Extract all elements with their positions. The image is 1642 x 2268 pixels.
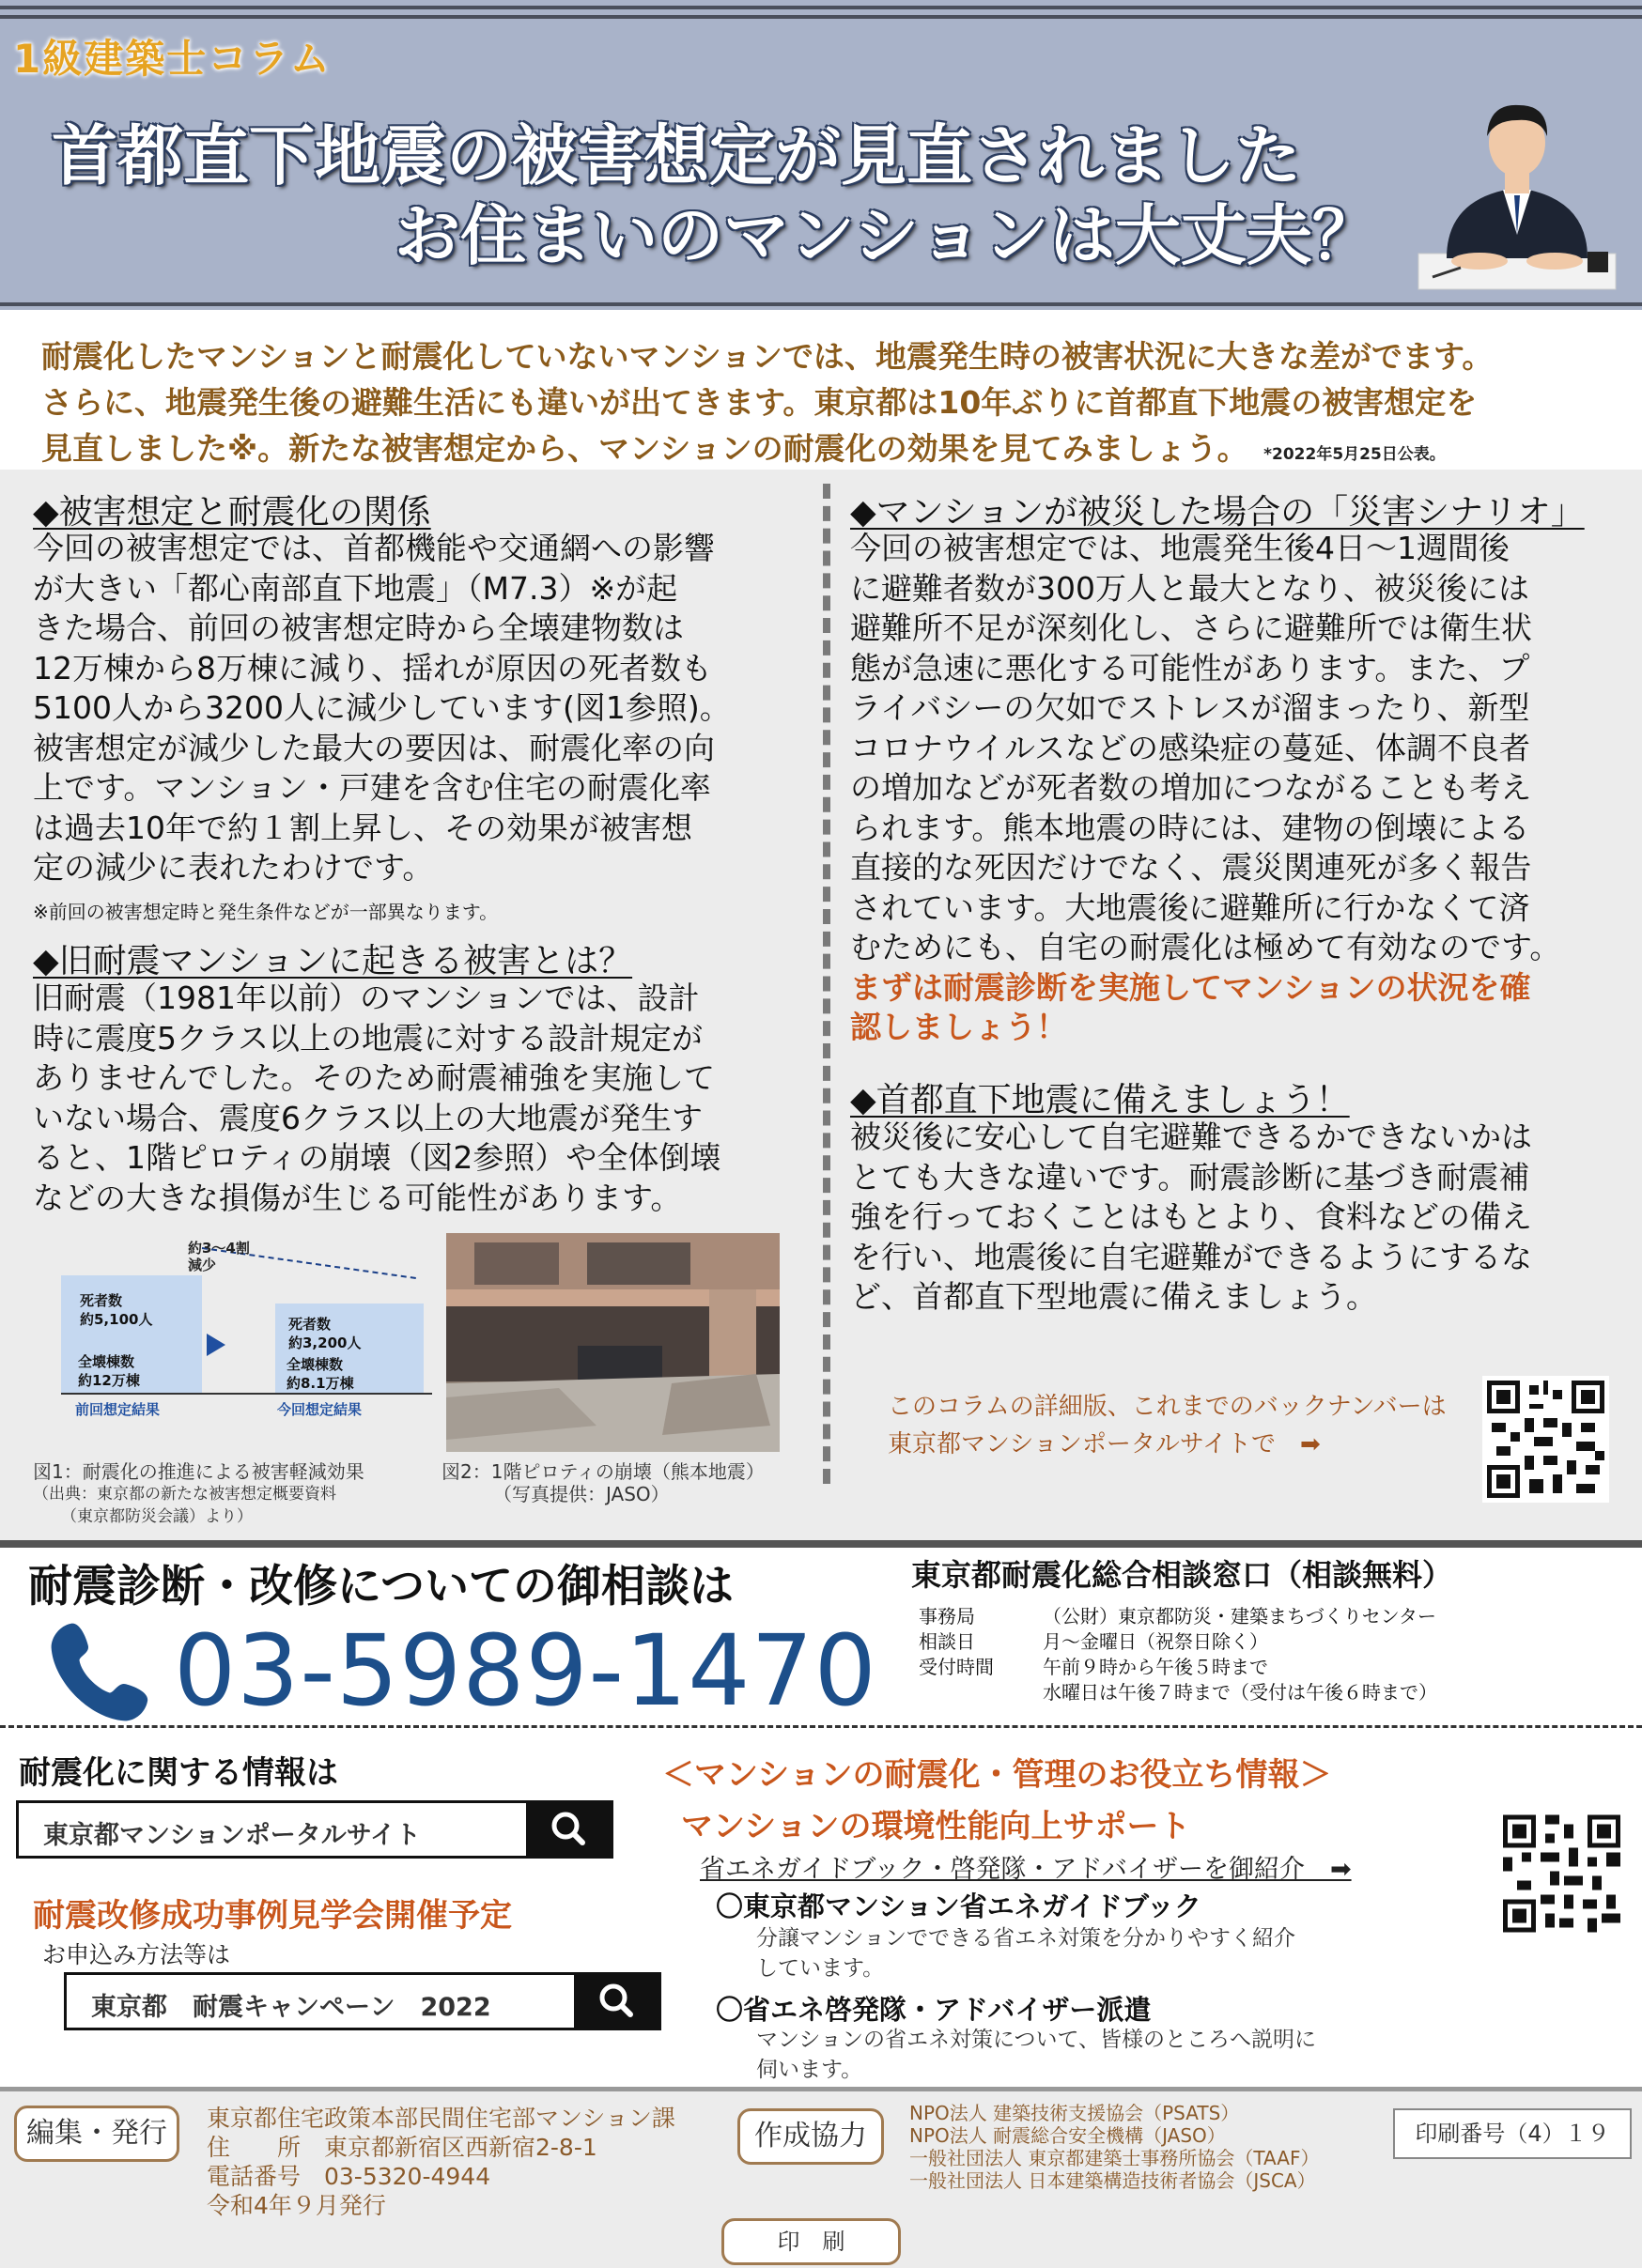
before-deaths: 死者数 約5,100人 — [80, 1292, 153, 1328]
intro-line-3: 見直しました※。新たな被害想定から、マンションの耐震化の効果を見てみましょう。 — [41, 430, 1233, 467]
businessman-illustration — [1409, 94, 1625, 291]
text-line: ありませんでした。そのため耐震補強を実施して — [33, 1059, 715, 1096]
portal-search-box[interactable] — [16, 1800, 613, 1859]
intro-line-2: さらに、地震発生後の避難生活にも違いが出てきます。東京都は10年ぶりに首都直下地震の被害想定を — [41, 384, 1478, 421]
text-line: 強を行っておくことはもとより、食料などの備え — [850, 1198, 1532, 1235]
campaign-search-box[interactable] — [64, 1972, 661, 2030]
section-body-damage-estimate — [33, 529, 813, 888]
text-line: いない場合、震度6クラス以上の大地震が発生す — [33, 1099, 704, 1136]
consult-top-bar — [0, 1540, 1642, 1548]
consult-row-value: 午前９時から午後５時まで — [1043, 1656, 1268, 1678]
text-line: 12万棟から8万棟に減り、揺れが原因の死者数も — [33, 649, 712, 687]
section-footnote: ※前回の被害想定時と発生条件などが一部異なります。 — [33, 901, 499, 923]
text-line: ると、1階ピロティの崩壊（図2参照）や全体倒壊 — [33, 1139, 721, 1176]
event-heading: 耐震改修成功事例見学会開催予定 — [33, 1897, 512, 1935]
text-line: とても大きな違いです。耐震診断に基づき耐震補 — [850, 1158, 1530, 1196]
portal-search-button[interactable] — [526, 1803, 611, 1856]
text-line: ライバシーの欠如でストレスが溜まったり、新型 — [850, 689, 1530, 726]
event-subtext: お申込み方法等は — [42, 1941, 231, 1968]
before-buildings: 全壊棟数 約12万棟 — [78, 1353, 140, 1389]
text-line: コロナウイルスなどの感染症の蔓延、体調不良者 — [850, 729, 1531, 766]
section-heading-old-standard: ◆旧耐震マンションに起きる被害とは？ — [33, 942, 633, 980]
consult-row-label: 事務局 — [919, 1605, 975, 1628]
cooperation-info: NPO法人 建築技術支援協会（PSATS） NPO法人 耐震総合安全機構（JASO） 一般社団法人 東京都建築士事務所協会（TAAF） 一般社団法人 日本建築構造技術者協会（JSCA） — [909, 2102, 1320, 2192]
text-line: 避難所不足が深刻化し、さらに避難所では衛生状 — [850, 609, 1532, 646]
text-line: きた場合、前回の被害想定時から全壊建物数は — [33, 609, 684, 646]
campaign-search-button[interactable] — [574, 1975, 658, 2028]
text-line: されています。大地震後に避難所に行かなくて済 — [850, 888, 1530, 926]
text-line: 5100人から3200人に減少しています(図1参照)。 — [33, 689, 731, 726]
text-line: 旧耐震（1981年以前）のマンションでは、設計 — [33, 980, 700, 1016]
backnumber-link-text[interactable]: このコラムの詳細版、これまでのバックナンバーは 東京都マンションポータルサイトで ➡ — [888, 1393, 1447, 1458]
useful-info-heading: ＜マンションの耐震化・管理のお役立ち情報＞ — [662, 1756, 1332, 1794]
consult-row-label: 受付時間 — [919, 1656, 994, 1678]
figure-damage-reduction-chart — [61, 1240, 432, 1418]
guidebook-description: 分譲マンションでできる省エネ対策を分かりやすく紹介 しています。 — [756, 1926, 1295, 1981]
column-tag: 1級建築士コラム — [13, 36, 332, 82]
qr-code-icon[interactable] — [1482, 1376, 1609, 1503]
after-deaths: 死者数 約3,200人 — [288, 1316, 362, 1351]
after-axis-label: 今回想定結果 — [277, 1401, 363, 1418]
text-line: を行い、地震後に自宅避難ができるようにするな — [850, 1238, 1532, 1275]
info-heading: 耐震化に関する情報は — [19, 1754, 338, 1792]
advisor-description: マンションの省エネ対策について、皆様のところへ説明に 伺います。 — [756, 2028, 1317, 2082]
advisor-title: 〇省エネ啓発隊・アドバイザー派遣 — [716, 1994, 1152, 2026]
publisher-label: 編集・発行 — [14, 2106, 179, 2162]
phone-icon — [42, 1617, 160, 1725]
text-line: は過去10年で約１割上昇し、その効果が被害想 — [33, 809, 692, 846]
guidebook-title: 〇東京都マンション省エネガイドブック — [716, 1890, 1201, 1922]
consult-row-value: 水曜日は午後７時まで（受付は午後６時まで） — [1043, 1681, 1437, 1704]
page-title-line-2: お住まいのマンションは大丈夫？ — [395, 197, 1378, 274]
after-buildings: 全壊棟数 約8.1万棟 — [287, 1356, 354, 1392]
text-line: 上です。マンション・戸建を含む住宅の耐震化率 — [33, 769, 711, 806]
header-top-line-2 — [0, 15, 1642, 19]
text-line: 被害想定が減少した最大の要因は、耐震化率の向 — [33, 729, 715, 766]
section-heading-damage-estimate: ◆被害想定と耐震化の関係 — [33, 493, 431, 532]
text-line: ど、首都直下型地震に備えましょう。 — [850, 1278, 1377, 1315]
section-body-old-standard — [33, 979, 813, 1218]
text-line: 時に震度5クラス以上の地震に対する設計規定が — [33, 1019, 704, 1057]
campaign-search-text: 東京都 耐震キャンペーン 2022 — [91, 1993, 491, 2022]
before-axis-label: 前回想定結果 — [75, 1401, 161, 1418]
chart-baseline — [61, 1393, 432, 1395]
text-line: 被災後に安心して自宅避難できるかできないかは — [850, 1119, 1532, 1155]
footer-top-bar — [0, 2087, 1642, 2091]
section-separator — [0, 1725, 1642, 1728]
arrow-right-icon — [207, 1334, 225, 1356]
text-line: 今回の被害想定では、首都機能や交通網への影響 — [33, 530, 715, 566]
search-icon — [526, 1803, 611, 1856]
consult-window-title: 東京都耐震化総合相談窓口（相談無料） — [911, 1557, 1453, 1593]
text-line: 定の減少に表れたわけです。 — [33, 849, 434, 886]
intro-footnote: *2022年5月25日公表。 — [1263, 445, 1446, 464]
print-number: 印刷番号（4）１９ — [1393, 2108, 1632, 2159]
text-line: むためにも、自宅の耐震化は極めて有効なのです。 — [850, 929, 1561, 965]
intro-text — [41, 333, 1619, 478]
portal-search-text: 東京都マンションポータルサイト — [43, 1821, 421, 1850]
consult-title: 耐震診断・改修についての御相談は — [28, 1561, 735, 1612]
qr-code-icon[interactable] — [1498, 1808, 1625, 1939]
emphasis-line: まずは耐震診断を実施してマンションの状況を確 — [850, 968, 1531, 1006]
section-body-disaster-scenario — [850, 529, 1630, 1048]
section-heading-disaster-scenario: ◆マンションが被災した場合の「災害シナリオ」 — [850, 493, 1585, 532]
cooperation-label: 作成協力 — [737, 2108, 884, 2165]
text-line: 今回の被害想定では、地震発生後4日～1週間後 — [850, 530, 1510, 566]
consult-row-value: 月～金曜日（祝祭日除く） — [1043, 1630, 1268, 1653]
header-bottom-line — [0, 302, 1642, 306]
text-line: られます。熊本地震の時には、建物の倒壊による — [850, 809, 1530, 846]
consult-phone-number[interactable]: 03-5989-1470 — [174, 1613, 877, 1728]
collapsed-piloti-photo — [446, 1233, 780, 1452]
section-body-prepare — [850, 1118, 1630, 1318]
figure2-caption: 図2：1階ピロティの崩壊（熊本地震） （写真提供：JASO） — [441, 1460, 765, 1505]
reduction-label: 約3～4割 減少 — [188, 1240, 250, 1273]
environment-support-link[interactable]: 省エネガイドブック・啓発隊・アドバイザーを御紹介 ➡ — [700, 1855, 1352, 1884]
environment-support-heading: マンションの環境性能向上サポート — [681, 1808, 1191, 1845]
publisher-info: 東京都住宅政策本部民間住宅部マンション課 住 所 東京都新宿区西新宿2-8-1 電話番号 03-5320-4944 令和4年９月発行 — [207, 2105, 675, 2219]
emphasis-line: 認しましょう！ — [850, 1009, 1067, 1045]
page-title-line-1: 首都直下地震の被害想定が見直されました — [52, 117, 1301, 194]
text-line: の増加などが死者数の増加につながることも考え — [850, 769, 1532, 806]
intro-line-1: 耐震化したマンションと耐震化していないマンションでは、地震発生時の被害状況に大きな差がでます。 — [41, 338, 1494, 375]
figure1-caption: 図1：耐震化の推進による被害軽減効果 （出典：東京都の新たな被害想定概要資料 （東京都防災会議）より） — [33, 1460, 364, 1526]
text-line: 直接的な死因だけでなく、震災関連死が多く報告 — [850, 849, 1532, 886]
consult-row-label: 相談日 — [919, 1630, 975, 1653]
print-label: 印 刷 — [721, 2218, 901, 2265]
header-top-line — [0, 6, 1642, 9]
search-icon — [574, 1975, 658, 2028]
consult-row-value: （公財）東京都防災・建築まちづくりセンター — [1043, 1605, 1436, 1628]
text-line: などの大きな損傷が生じる可能性があります。 — [33, 1179, 682, 1216]
section-heading-prepare: ◆首都直下地震に備えましょう！ — [850, 1081, 1350, 1119]
text-line: 態が急速に悪化する可能性があります。また、プ — [850, 649, 1530, 687]
text-line: に避難者数が300万人と最大となり、被災後には — [850, 569, 1529, 607]
text-line: が大きい「都心南部直下地震」（M7.3）※が起 — [33, 569, 678, 607]
column-divider — [823, 484, 830, 1484]
